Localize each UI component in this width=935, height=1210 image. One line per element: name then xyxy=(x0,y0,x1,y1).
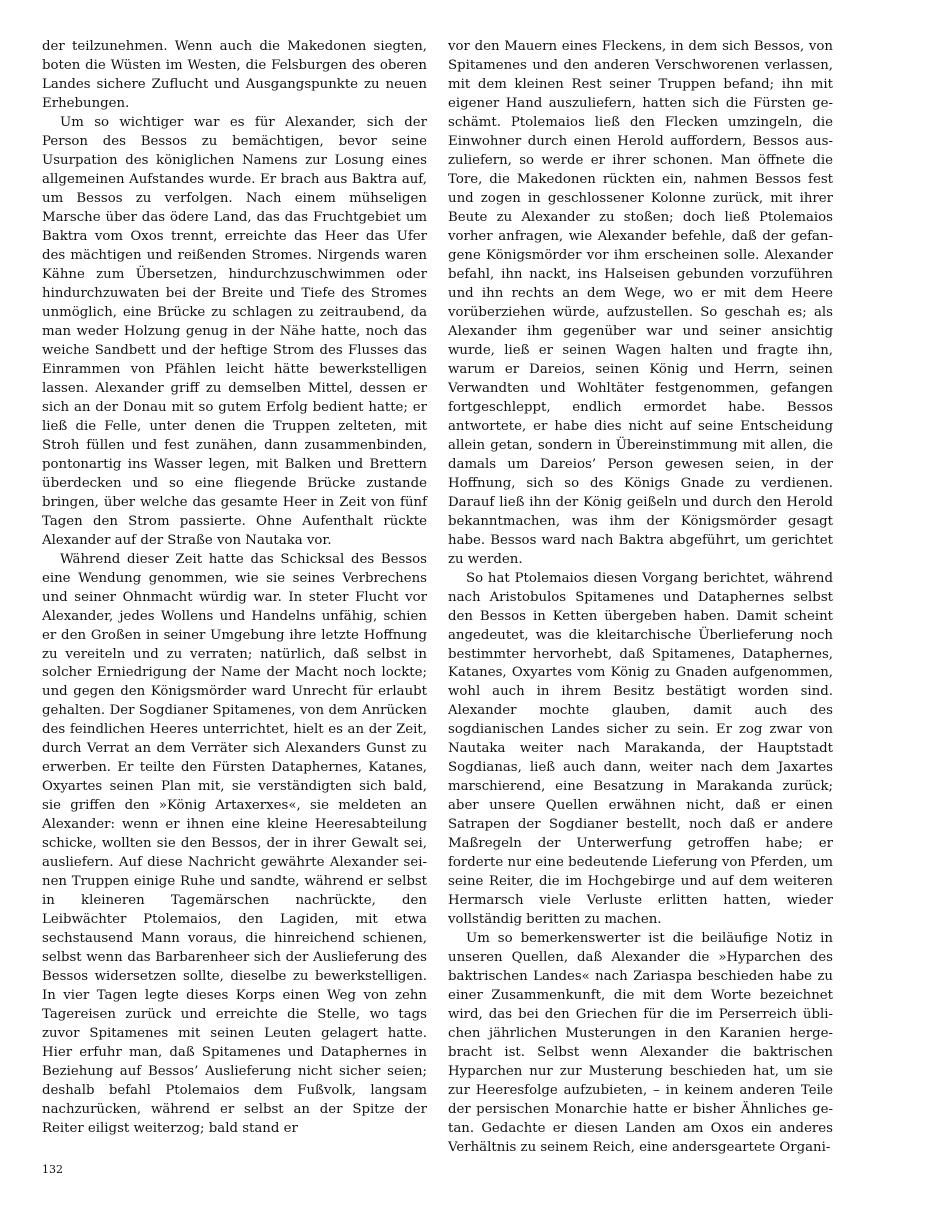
paragraph: Während dieser Zeit hatte das Schicksal des Bessos eine Wendung genommen, wie sie seines Verbrechens und seiner Ohnmacht würdig war. In steter Flucht vor Alexander, jedes Wollens und Handelns unfähig, schien er den Großen in seiner Umgebung ihre letzte Hoffnung zu vereiteln und zu verraten; natürlich, daß selbst in solcher Erniedrigung der Name der Macht noch lockte; und gegen den Königsmörder ward Unrecht für erlaubt gehalten. Der Sogdianer Spitamenes, von dem Anrücken des feindlichen Heeres unterrichtet, hielt es an der Zeit, durch Verrat an dem Verräter sich Alexanders Gunst zu erwerben. Er teilte den Fürsten Dataphernes, Katanes, Oxyartes seinen Plan mit, sie verständigten sich bald, sie griffen den »König Artaxerxes«, sie meldeten an Alexander: wenn er ihnen eine kleine Heeresabteilung schicke, wollten sie den Bessos, der in ihrer Gewalt sei, ausliefern. Auf diese Nachricht gewährte Alexander seinen Truppen einige Ruhe und sandte, während er selbst in kleineren Tagemärschen nachrückte, den Leibwächter Ptolemaios, den Lagiden, mit etwa sechstausend Mann voraus, die hinreichend schienen, selbst wenn das Barbarenheer sich der Auslieferung des Bessos widersetzen sollte, dieselbe zu bewerkstelligen. In vier Tagen legte dieses Korps einen Weg von zehn Tagereisen zurück und erreichte die Stelle, wo tags zuvor Spitamenes mit seinen Leuten gelagert hatte. Hier erfuhr man, daß Spitamenes und Dataphernes in Beziehung auf Bessos’ Auslieferung nicht sicher seien; deshalb befahl Ptolemaios dem Fußvolk, langsam nachzurücken, während er selbst an der Spitze der Reiter eiligst weiterzog; bald stand er xyxy=(42,551,427,1137)
paragraph: der teilzunehmen. Wenn auch die Makedonen siegten, boten die Wüsten im Westen, die Felsburgen des oberen Landes sichere Zuflucht und Ausgangspunkte zu neuen Erhebungen. xyxy=(42,39,427,111)
paragraph: Um so bemerkenswerter ist die beiläufige Notiz in unseren Quellen, daß Alexander die »Hyparchen des baktrischen Landes« nach Zariaspa beschieden habe zu einer Zusammenkunft, die mit dem Worte bezeichnet wird, das bei den Griechen für die im Perserreich üblichen jährlichen Musterungen in den Karanien hergebracht ist. Selbst wenn Alexander die baktrischen Hyparchen nur zur Musterung beschieden hat, um sie zur Heeresfolge aufzubieten, – in keinem anderen Teile der persischen Monarchie hatte er bisher Ähnliches getan. Gedachte er diesen Landen am Oxos ein anderes Verhältnis zu seinem Reich, eine andersgeartete Organi- xyxy=(448,931,833,1156)
paragraph: vor den Mauern eines Fleckens, in dem sich Bessos, von Spitamenes und den anderen Verschworenen verlassen, mit dem kleinen Rest seiner Truppen befand; ihn mit eigener Hand auszuliefern, hatten sich die Fürsten geschämt. Ptolemaios ließ den Flecken umzingeln, die Einwohner durch einen Herold auffordern, Bessos auszuliefern, so werde er ihrer schonen. Man öffnete die Tore, die Makedonen rückten ein, nahmen Bessos fest und zogen in geschlossener Kolonne zurück, mit ihrer Beute zu Alexander zu stoßen; doch ließ Ptolemaios vorher anfragen, wie Alexander befehle, daß der gefangene Königsmörder vor ihm erscheinen solle. Alexander befahl, ihn nackt, ins Halseisen gebunden vorzuführen und ihn rechts an dem Wege, wo er mit dem Heere vorüberziehen würde, aufzustellen. So geschah es; als Alexander ihm gegenüber war und seiner ansichtig wurde, ließ er seinen Wagen halten und fragte ihn, warum er Dareios, seinen König und Herrn, seinen Verwandten und Wohltäter festgenommen, gefangen fortgeschleppt, endlich ermordet habe. Bessos antwortete, er habe dies nicht auf seine Entscheidung allein getan, sondern in Übereinstimmung mit allen, die damals um Dareios’ Person gewesen seien, in der Hoffnung, sich so des Königs Gnade zu verdienen. Darauf ließ ihn der König geißeln und durch den Herold bekanntmachen, was ihm der Königsmörder gesagt habe. Bessos ward nach Baktra abgeführt, um gerichtet zu werden. xyxy=(448,39,833,567)
page-number: 132 xyxy=(42,1163,63,1176)
paragraph: Um so wichtiger war es für Alexander, sich der Person des Bessos zu bemächtigen, bevor seine Usurpation des königlichen Namens zur Losung eines allgemeinen Aufstandes wurde. Er brach aus Baktra auf, um Bessos zu verfolgen. Nach einem mühseligen Marsche über das ödere Land, das das Fruchtgebiet um Baktra vom Oxos trennt, erreichte das Heer das Ufer des mächtigen und reißenden Stromes. Nirgends waren Kähne zum Übersetzen, hindurchzuschwimmen oder hindurchzuwaten bei der Breite und Tiefe des Stromes unmöglich, eine Brücke zu schlagen zu zeitraubend, da man weder Holzung genug in der Nähe hatte, noch das weiche Sandbett und der heftige Strom des Flusses das Einrammen von Pfählen leicht hätte bewerkstelligen lassen. Alexander griff zu demselben Mittel, dessen er sich an der Donau mit so gutem Erfolg bedient hatte; er ließ die Felle, unter denen die Truppen zelteten, mit Stroh füllen und fest zunähen, dann zusammenbinden, pontonartig ins Wasser legen, mit Balken und Brettern überdecken und so eine fliegende Brücke zustande bringen, über welche das gesamte Heer in Zeit von fünf Tagen den Strom passierte. Ohne Aufenthalt rückte Alexander auf der Straße von Nautaka vor. xyxy=(42,114,427,548)
right-column xyxy=(448,38,833,1158)
paragraph: So hat Ptolemaios diesen Vorgang berichtet, während nach Aristobulos Spitamenes und Dataphernes selbst den Bessos in Ketten übergeben haben. Damit scheint angedeutet, was die kleitarchische Überlieferung noch bestimmter hervorhebt, daß Spitamenes, Dataphernes, Katanes, Oxyartes vom König zu Gnaden aufgenommen, wohl auch in ihrem Besitz bestätigt worden sind. Alexander mochte glauben, damit auch des sogdianischen Landes sicher zu sein. Er zog zwar von Nautaka weiter nach Marakanda, der Hauptstadt Sogdianas, ließ auch dann, weiter nach dem Jaxartes marschierend, eine Besatzung in Marakanda zurück; aber unsere Quellen erwähnen nicht, daß er einen Satrapen der Sogdianer bestellt, noch daß er andere Maßregeln der Unterwerfung getroffen habe; er forderte nur eine bedeutende Lieferung von Pferden, um seine Reiter, die im Hochgebirge und auf dem weiteren Hermarsch viele Verluste erlitten hatten, wieder vollständig beritten zu machen. xyxy=(448,570,833,928)
left-column xyxy=(42,38,427,1139)
